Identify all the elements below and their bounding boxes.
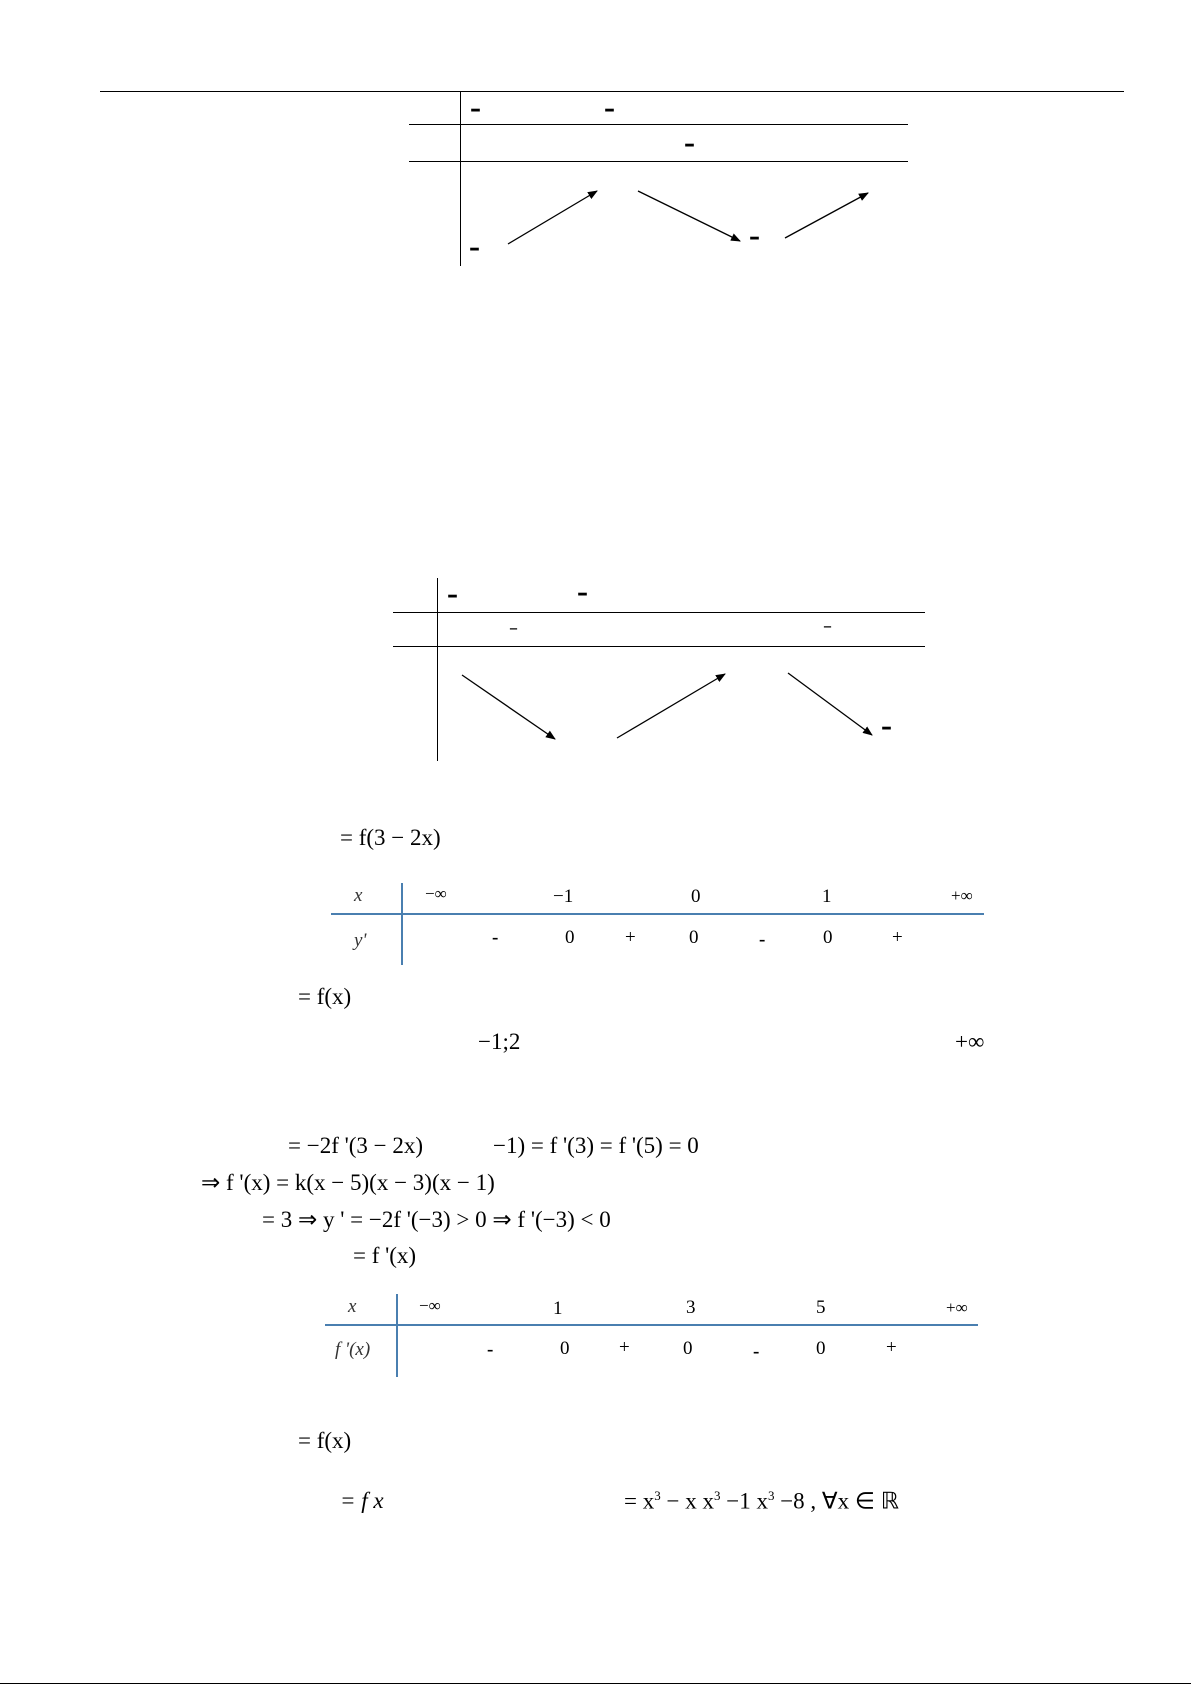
footer-rule [0,1683,1191,1684]
table2-x-dash-2: – [577,581,588,606]
formula-y-equals-f-x: = f(x) [298,984,352,1009]
sign-table-f-sign-4: - [753,1341,760,1362]
sign-table-y-x-0: −∞ [425,884,447,903]
product-exp-3: 3 [767,1488,775,1503]
sign-table-y-x-3: 1 [822,886,832,907]
table2-arrow-down-2 [788,673,872,735]
formula-f-prime-factored: ⇒ f '(x) = k(x − 5)(x − 3)(x − 1) [201,1170,495,1195]
formula-y-equals-f-x-last: = f x [340,1488,384,1513]
sign-table-f-sign-6: + [886,1337,897,1358]
table1-value-dash-mid: – [749,225,760,250]
sign-table-f-hline [325,1324,978,1326]
sign-table-f-sign-5: 0 [816,1338,826,1359]
table2-arrow-down-1 [462,675,555,739]
product-exp-1: 3 [654,1488,661,1503]
table2-arrow-up [617,674,725,738]
sign-table-y-x-4: +∞ [951,886,973,905]
sign-table-y-sign-1: 0 [565,927,575,948]
sign-table-y-x-label: x [354,885,363,906]
sign-table-y-vline [401,883,403,965]
sign-table-f-x-0: −∞ [419,1296,441,1315]
sign-table-f-x-4: +∞ [946,1298,968,1317]
sign-table-y-sign-0: - [492,927,499,948]
table1-deriv-dash: – [684,132,695,157]
table2-value-dash: – [881,715,892,740]
interval-minus1-2: −1;2 [478,1029,521,1054]
sign-table-y-sign-2: + [625,927,636,948]
sign-table-y-x-2: 0 [691,886,701,907]
table1-x-dash-1: – [470,97,481,122]
sign-table-f-fprime-label: f '(x) [335,1339,371,1360]
sign-table-y-sign-3: 0 [689,927,699,948]
product-part-3: −1 x [720,1488,768,1514]
sign-table-f-x-label: x [348,1296,357,1317]
formula-y-equals-f-prime-x: = f '(x) [353,1243,417,1268]
table1-value-dash-left: – [469,236,480,261]
formula-product-expression [624,1489,899,1513]
table1-x-dash-2: – [604,97,615,122]
plus-infinity: +∞ [955,1029,985,1054]
table1-arrow-down [638,191,740,241]
sign-table-f-x-1: 1 [553,1298,563,1319]
table1-arrow-up-2 [785,193,868,238]
table2-x-dash-1: – [447,583,458,608]
sign-table-y-hline [331,913,984,915]
sign-table-f-sign-3: 0 [683,1338,693,1359]
sign-table-f-sign-0: - [487,1339,494,1360]
sign-table-y-x-1: −1 [553,886,574,907]
product-part-2: − x x [660,1488,714,1514]
table2-deriv-dash-1: – [509,618,518,639]
sign-table-y-sign-4: - [759,929,766,950]
formula-y-prime-derivative: = −2f '(3 − 2x) [288,1133,424,1158]
sign-table-f-sign-1: 0 [560,1338,570,1359]
table1-arrow-up-1 [508,191,597,244]
product-part-1: = x [624,1488,655,1514]
product-exp-2: 3 [713,1488,721,1503]
sign-table-f-x-2: 3 [686,1297,696,1318]
formula-y-equals-f-3-minus-2x: = f(3 − 2x) [340,825,441,850]
formula-test-sign: = 3 ⇒ y ' = −2f '(−3) > 0 ⇒ f '(−3) < 0 [262,1207,611,1232]
table2-deriv-dash-2: – [823,616,832,637]
formula-f-prime-roots: −1) = f '(3) = f '(5) = 0 [493,1133,699,1158]
sign-table-y-yprime-label: y' [354,930,367,951]
sign-table-f-vline [396,1294,398,1377]
formula-f-prime-product [340,1489,384,1512]
sign-table-f-x-3: 5 [816,1297,826,1318]
sign-table-y-sign-5: 0 [823,927,833,948]
formula-y-equals-f-x-2: = f(x) [298,1428,352,1453]
sign-table-f-sign-2: + [619,1337,630,1358]
sign-table-y-sign-6: + [892,927,903,948]
product-part-4: −8 , ∀x ∈ ℝ [774,1488,899,1514]
